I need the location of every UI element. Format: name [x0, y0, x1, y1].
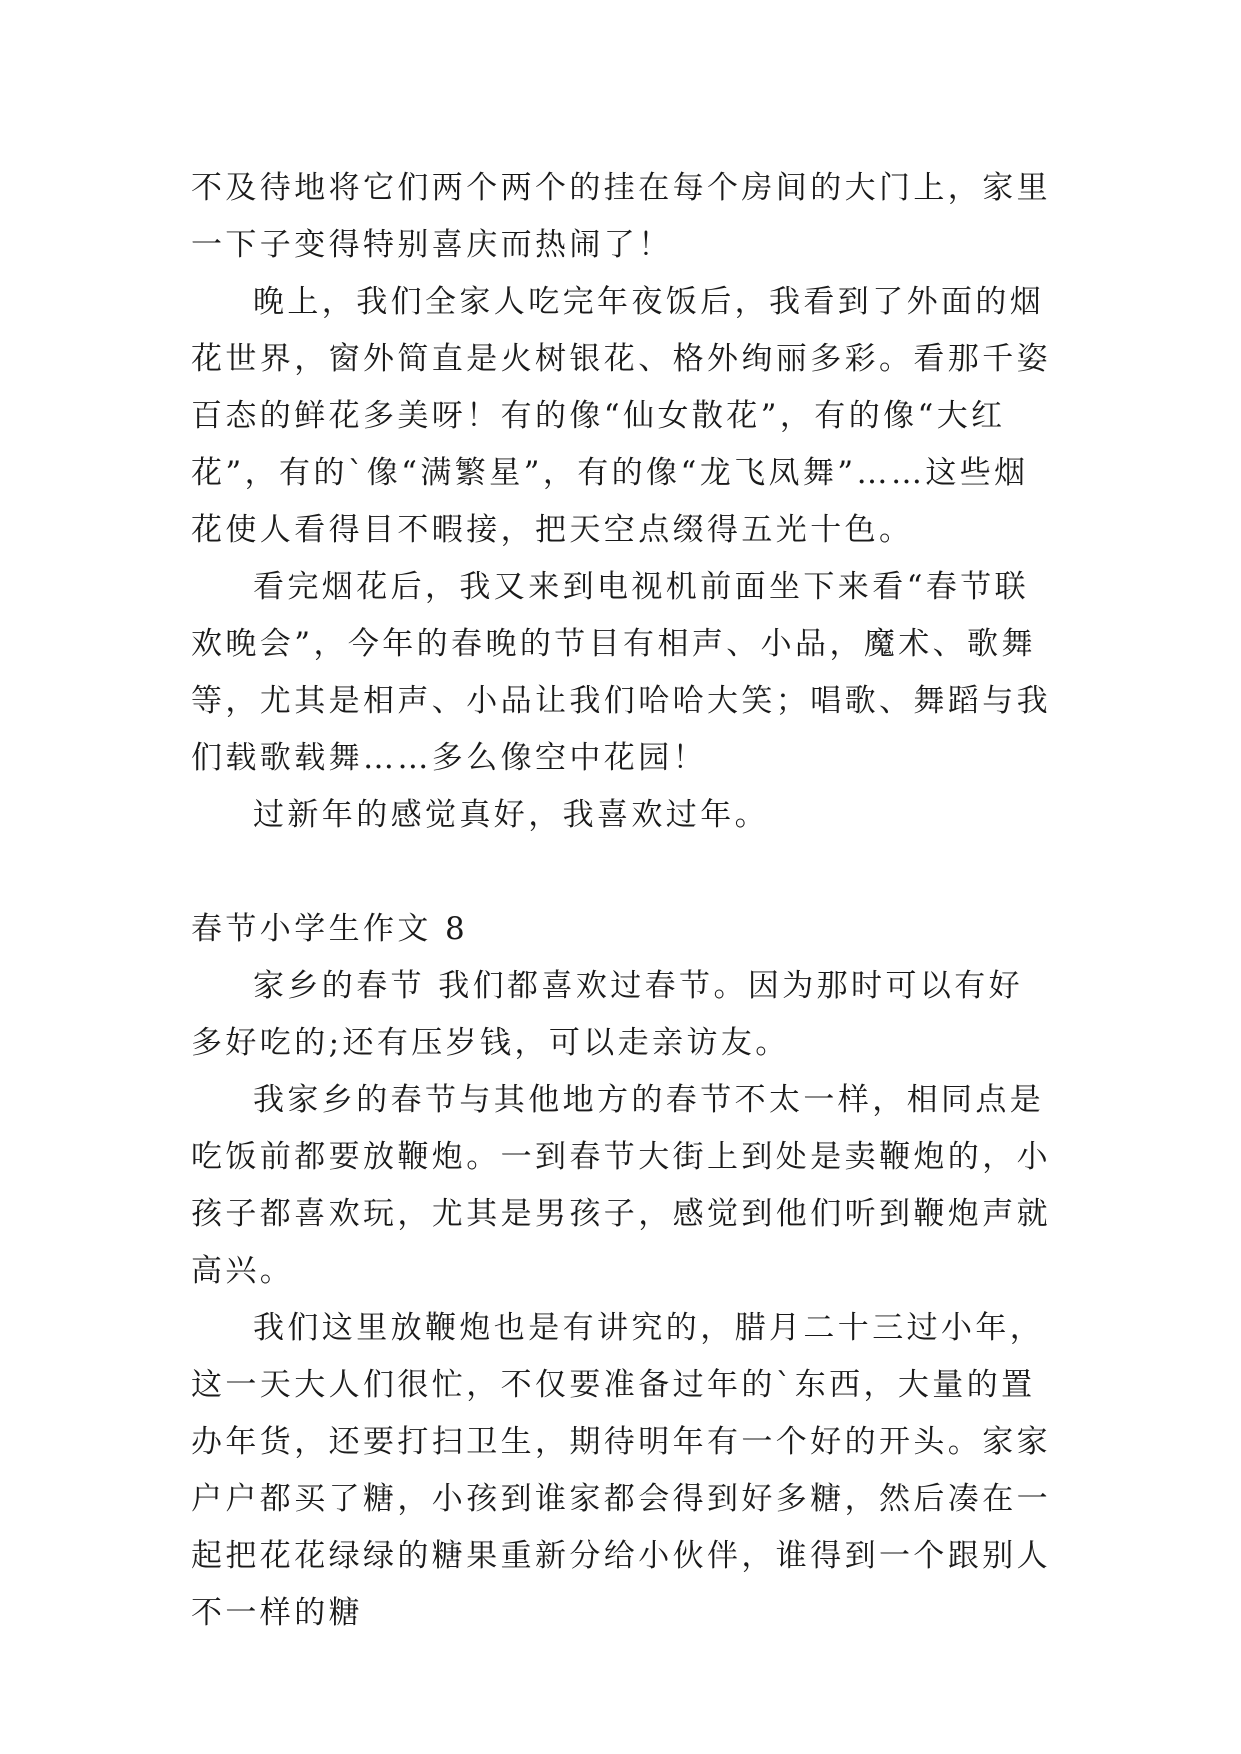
section-gap — [191, 844, 1051, 901]
document-body — [191, 160, 1051, 1642]
continued-paragraph: 不及待地将它们两个两个的挂在每个房间的大门上，家里一下子变得特别喜庆而热闹了！ — [191, 170, 1051, 263]
paragraph-little-new-year: 我们这里放鞭炮也是有讲究的，腊月二十三过小年，这一天大人们很忙，不仅要准备过年的`东西，大量的置办年货，还要打扫卫生，期待明年有一个好的开头。家家户户都买了糖，小孩到谁家都会得到好多糖，然后凑在一起把花花绿绿的糖果重新分给小伙伴，谁得到一个跟别人不一样的糖 — [191, 1310, 1051, 1631]
paragraph-hometown-intro: 家乡的春节 我们都喜欢过春节。因为那时可以有好多好吃的;还有压岁钱，可以走亲访友。 — [191, 968, 1024, 1061]
paragraph-gala: 看完烟花后，我又来到电视机前面坐下来看“春节联欢晚会”，今年的春晚的节目有相声、小品，魔术、歌舞等，尤其是相声、小品让我们哈哈大笑；唱歌、舞蹈与我们载歌载舞……多么像空中花园！ — [191, 569, 1051, 776]
paragraph-firecrackers: 我家乡的春节与其他地方的春节不太一样，相同点是吃饭前都要放鞭炮。一到春节大街上到处是卖鞭炮的，小孩子都喜欢玩，尤其是男孩子，感觉到他们听到鞭炮声就高兴。 — [191, 1082, 1051, 1289]
paragraph-fireworks: 晚上，我们全家人吃完年夜饭后，我看到了外面的烟花世界，窗外简直是火树银花、格外绚丽多彩。看那千姿百态的鲜花多美呀！有的像“仙女散花”，有的像“大红花”，有的`像“满繁星”，有的像“龙飞凤舞”……这些烟花使人看得目不暇接，把天空点缀得五光十色。 — [191, 284, 1051, 548]
paragraph-conclusion: 过新年的感觉真好，我喜欢过年。 — [253, 797, 769, 833]
essay-heading: 春节小学生作文 8 — [191, 911, 469, 947]
